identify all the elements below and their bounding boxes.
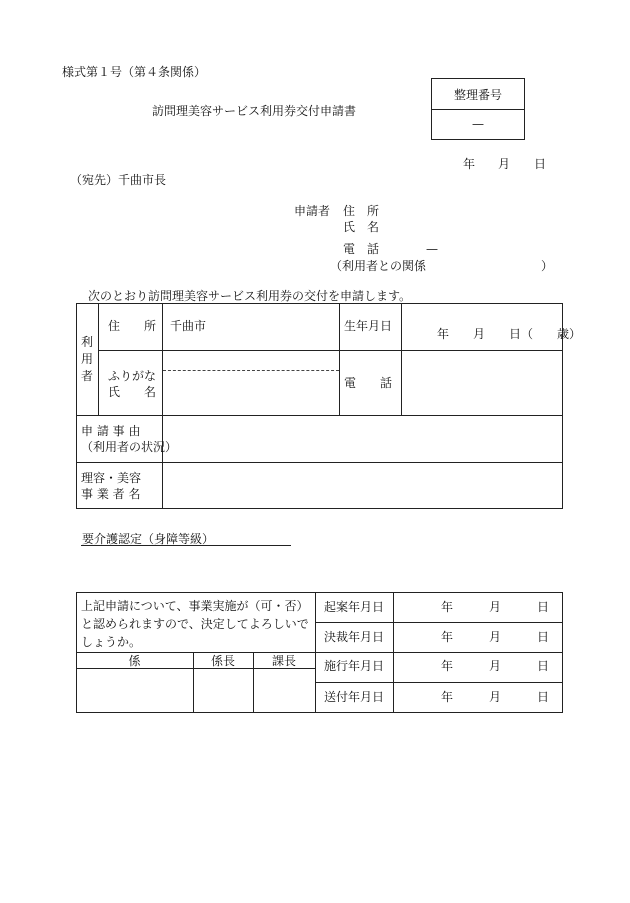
- business-label: 理容・美容: [81, 471, 142, 485]
- applicant-name-label: 氏 名: [343, 220, 380, 234]
- reference-number-value: —: [472, 117, 484, 131]
- applicant-phone-value: —: [426, 242, 438, 256]
- date-day: 日: [534, 157, 547, 171]
- enforcement-date-value: 年 月 日: [441, 659, 550, 673]
- date-month: 月: [498, 157, 511, 171]
- user-address-value: 千曲市: [170, 319, 207, 333]
- birth-date-label: 生年月日: [344, 319, 393, 333]
- role-staff: 係: [128, 654, 141, 668]
- approval-text: 上記申請について、事業実施が（可・否） と認められますので、決定してよろしいで しょうか。: [81, 599, 309, 649]
- reference-number-label: 整理番号: [453, 88, 502, 102]
- user-phone-label: 電 話: [344, 376, 393, 390]
- furigana-divider: [163, 370, 339, 371]
- user-address-label: 住 所: [108, 319, 157, 333]
- furigana-label: ふりがな: [108, 369, 157, 383]
- reason-label: 申 請 事 由: [81, 424, 141, 438]
- applicant-phone-label: 電 話: [343, 242, 380, 256]
- form-number: 様式第１号（第４条関係）: [62, 65, 207, 79]
- date-year: 年: [463, 157, 476, 171]
- decision-date-label: 決裁年月日: [323, 630, 384, 644]
- role-section-manager: 課長: [271, 654, 296, 668]
- applicant-address-label: 住 所: [343, 204, 380, 218]
- draft-date-label: 起案年月日: [323, 600, 384, 614]
- dispatch-date-label: 送付年月日: [323, 690, 384, 704]
- applicant-label: 申請者: [294, 204, 331, 218]
- care-level-underline: [81, 545, 291, 546]
- relation-close: ）: [541, 259, 554, 273]
- business-sublabel: 事 業 者 名: [81, 487, 141, 501]
- care-level-label: 要介護認定（身障等級）: [82, 532, 215, 546]
- birth-date-value: 年 月 日（ 歳）: [437, 327, 582, 341]
- role-chief: 係長: [210, 654, 235, 668]
- dispatch-date-value: 年 月 日: [441, 690, 550, 704]
- decision-date-value: 年 月 日: [441, 630, 550, 644]
- user-name-label: 氏 名: [108, 385, 157, 399]
- draft-date-value: 年 月 日: [441, 600, 550, 614]
- form-title: 訪問理美容サービス利用券交付申請書: [152, 104, 357, 118]
- enforcement-date-label: 施行年月日: [323, 659, 384, 673]
- reason-sublabel: （利用者の状況）: [81, 440, 178, 454]
- intro-text: 次のとおり訪問理美容サービス利用券の交付を申請します。: [88, 289, 412, 303]
- relation-label: （利用者との関係: [330, 259, 427, 273]
- user-section-label: 利用者: [80, 335, 93, 383]
- addressee: （宛先）千曲市長: [70, 173, 167, 187]
